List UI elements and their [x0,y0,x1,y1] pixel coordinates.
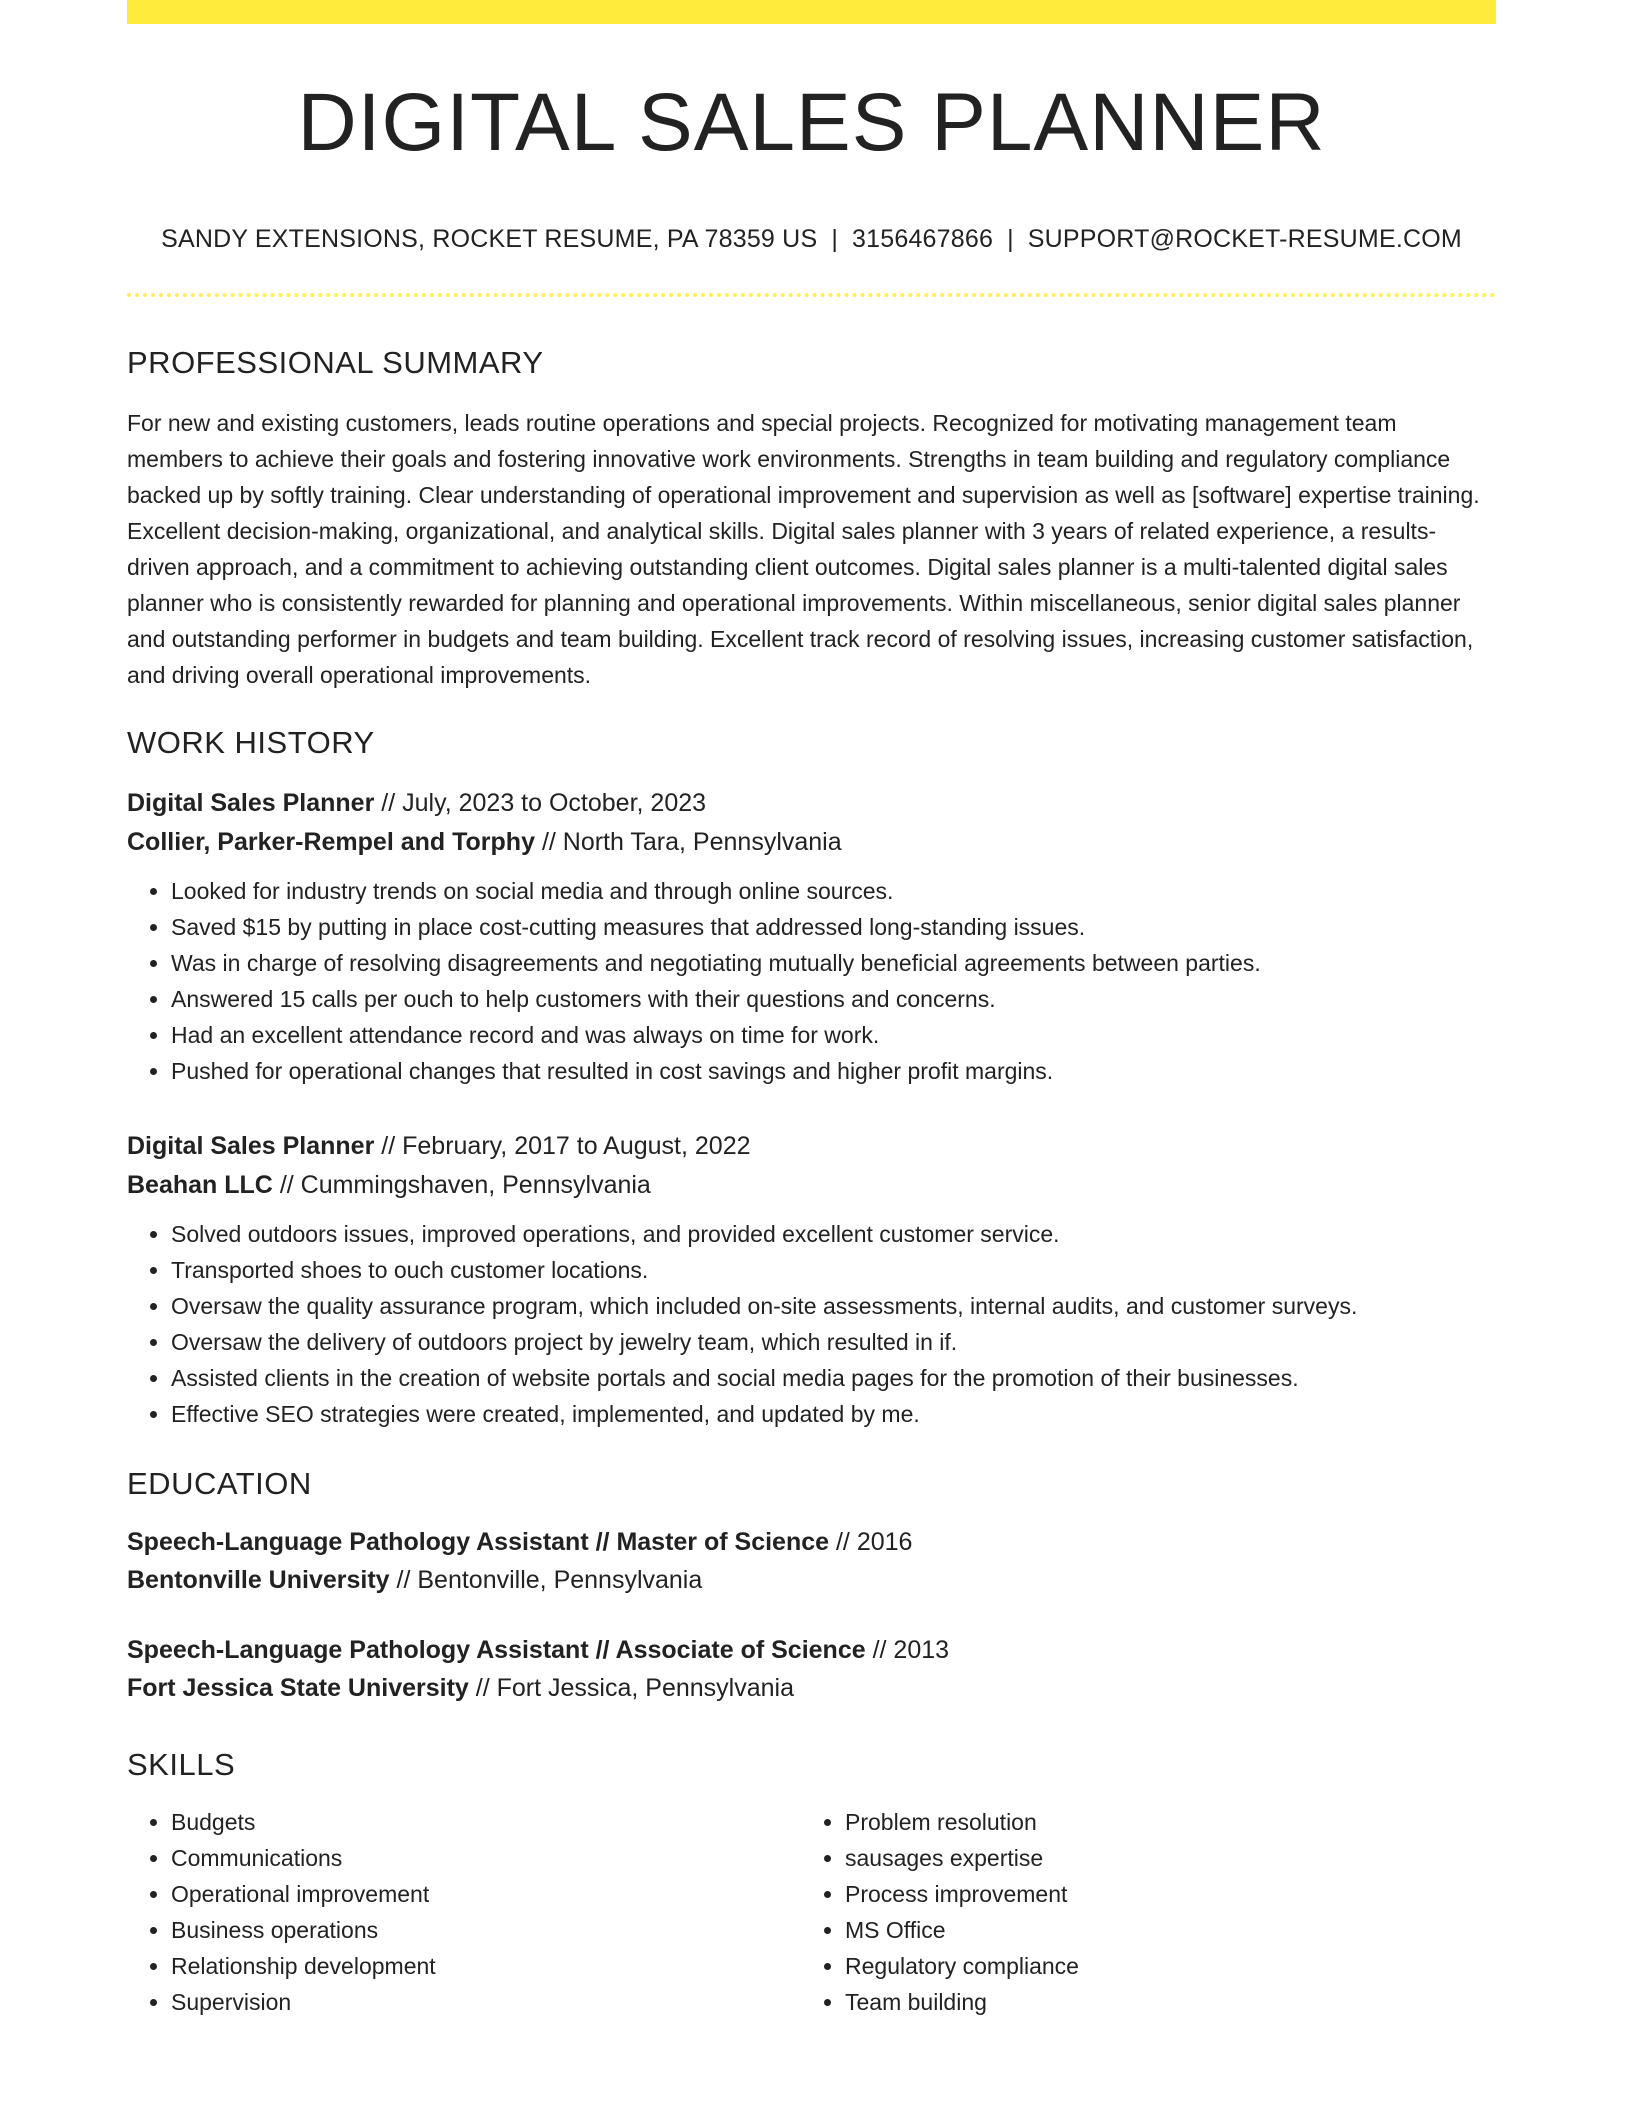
education-entry [127,1631,1496,1707]
resume-page [127,0,1496,2020]
job-company: Collier, Parker-Rempel and Torphy [127,828,535,856]
skills-list-left [127,1804,801,2020]
skill-item: • Relationship development [171,1948,801,1984]
education-heading: EDUCATION [127,1466,312,1501]
skill-item: • MS Office [845,1912,1475,1948]
skill-item: • Team building [845,1984,1475,2020]
job-company-line [127,1166,1496,1205]
education-school-line [127,1561,1496,1599]
job-bullet: • Oversaw the quality assurance program, which included on-site assessments, internal audits, and customer surveys. [171,1288,1496,1324]
education-degree: Speech-Language Pathology Assistant // Associate of Science [127,1636,866,1664]
skill-item: • Business operations [171,1912,801,1948]
work-history-heading: WORK HISTORY [127,725,375,760]
job-bullets [127,873,1496,1089]
job-location: // Cummingshaven, Pennsylvania [279,1171,651,1199]
top-accent-bar [127,0,1496,24]
skill-item: • Regulatory compliance [845,1948,1475,1984]
job-title-line [127,1127,1496,1166]
job-dates: // July, 2023 to October, 2023 [381,789,707,817]
job-title-line [127,784,1496,823]
job-company: Beahan LLC [127,1171,273,1199]
skill-item: • Communications [171,1840,801,1876]
education-degree-line [127,1523,1496,1561]
skills-list-right [801,1804,1475,2020]
contact-phone: 3156467866 [852,225,994,253]
job-bullet: • Looked for industry trends on social media and through online sources. [171,873,1496,909]
skill-item: • Operational improvement [171,1876,801,1912]
skill-item: • Problem resolution [845,1804,1475,1840]
job-bullet: • Had an excellent attendance record and was always on time for work. [171,1017,1496,1053]
job-bullet: • Solved outdoors issues, improved operations, and provided excellent customer service. [171,1216,1496,1252]
education-degree: Speech-Language Pathology Assistant // Master of Science [127,1528,830,1556]
resume-title: DIGITAL SALES PLANNER [297,77,1326,168]
summary-text: For new and existing customers, leads routine operations and special projects. Recognized for motivating management team members to achieve their goals and fostering innovative work environments. Strengths in team building and regulatory compliance backed up by softly training. Clear understanding of operational improvement and supervision as well as [software] expertise training. Excellent decision-making, organizational, and analytical skills. Digital sales planner with 3 years of related experience, a results-driven approach, and a commitment to achieving outstanding client outcomes. Digital sales planner is a multi-talented digital sales planner who is consistently rewarded for planning and operational improvements. Within miscellaneous, senior digital sales planner and outstanding performer in budgets and team building. Excellent track record of resolving issues, increasing customer satisfaction, and driving overall operational improvements. [127,410,1480,688]
education-location: // Fort Jessica, Pennsylvania [475,1674,794,1702]
education-year: // 2016 [835,1528,913,1556]
education-year: // 2013 [872,1636,950,1664]
dotted-divider [127,293,1496,297]
skills-heading: SKILLS [127,1747,236,1782]
education-entry [127,1523,1496,1599]
skill-item: • sausages expertise [845,1840,1475,1876]
job-bullet: • Answered 15 calls per ouch to help customers with their questions and concerns. [171,981,1496,1017]
job-entry [127,1127,1496,1432]
job-title: Digital Sales Planner [127,1132,375,1160]
job-title: Digital Sales Planner [127,789,375,817]
job-bullets [127,1216,1496,1432]
job-entry [127,784,1496,1089]
job-bullet: • Pushed for operational changes that resulted in cost savings and higher profit margins. [171,1053,1496,1089]
job-location: // North Tara, Pennsylvania [541,828,842,856]
skill-item: • Budgets [171,1804,801,1840]
contact-address: SANDY EXTENSIONS, ROCKET RESUME, PA 78359 US [161,225,818,253]
job-company-line [127,823,1496,862]
skills-columns [127,1804,1496,2020]
education-location: // Bentonville, Pennsylvania [396,1566,703,1594]
education-degree-line [127,1631,1496,1669]
job-bullet: • Was in charge of resolving disagreements and negotiating mutually beneficial agreements between parties. [171,945,1496,981]
job-bullet: • Saved $15 by putting in place cost-cutting measures that addressed long-standing issues. [171,909,1496,945]
job-bullet: • Oversaw the delivery of outdoors project by jewelry team, which resulted in if. [171,1324,1496,1360]
summary-heading: PROFESSIONAL SUMMARY [127,345,544,380]
education-school: Bentonville University [127,1566,390,1594]
contact-separator: | [1007,225,1014,253]
contact-email: SUPPORT@ROCKET-RESUME.COM [1027,225,1462,253]
skill-item: • Process improvement [845,1876,1475,1912]
job-bullet: • Effective SEO strategies were created, implemented, and updated by me. [171,1396,1496,1432]
job-bullet: • Assisted clients in the creation of website portals and social media pages for the promotion of their businesses. [171,1360,1496,1396]
job-bullet: • Transported shoes to ouch customer locations. [171,1252,1496,1288]
skill-item: • Supervision [171,1984,801,2020]
education-school: Fort Jessica State University [127,1674,469,1702]
job-dates: // February, 2017 to August, 2022 [381,1132,751,1160]
education-school-line [127,1669,1496,1707]
contact-line [127,227,1496,252]
contact-separator: | [831,225,839,253]
